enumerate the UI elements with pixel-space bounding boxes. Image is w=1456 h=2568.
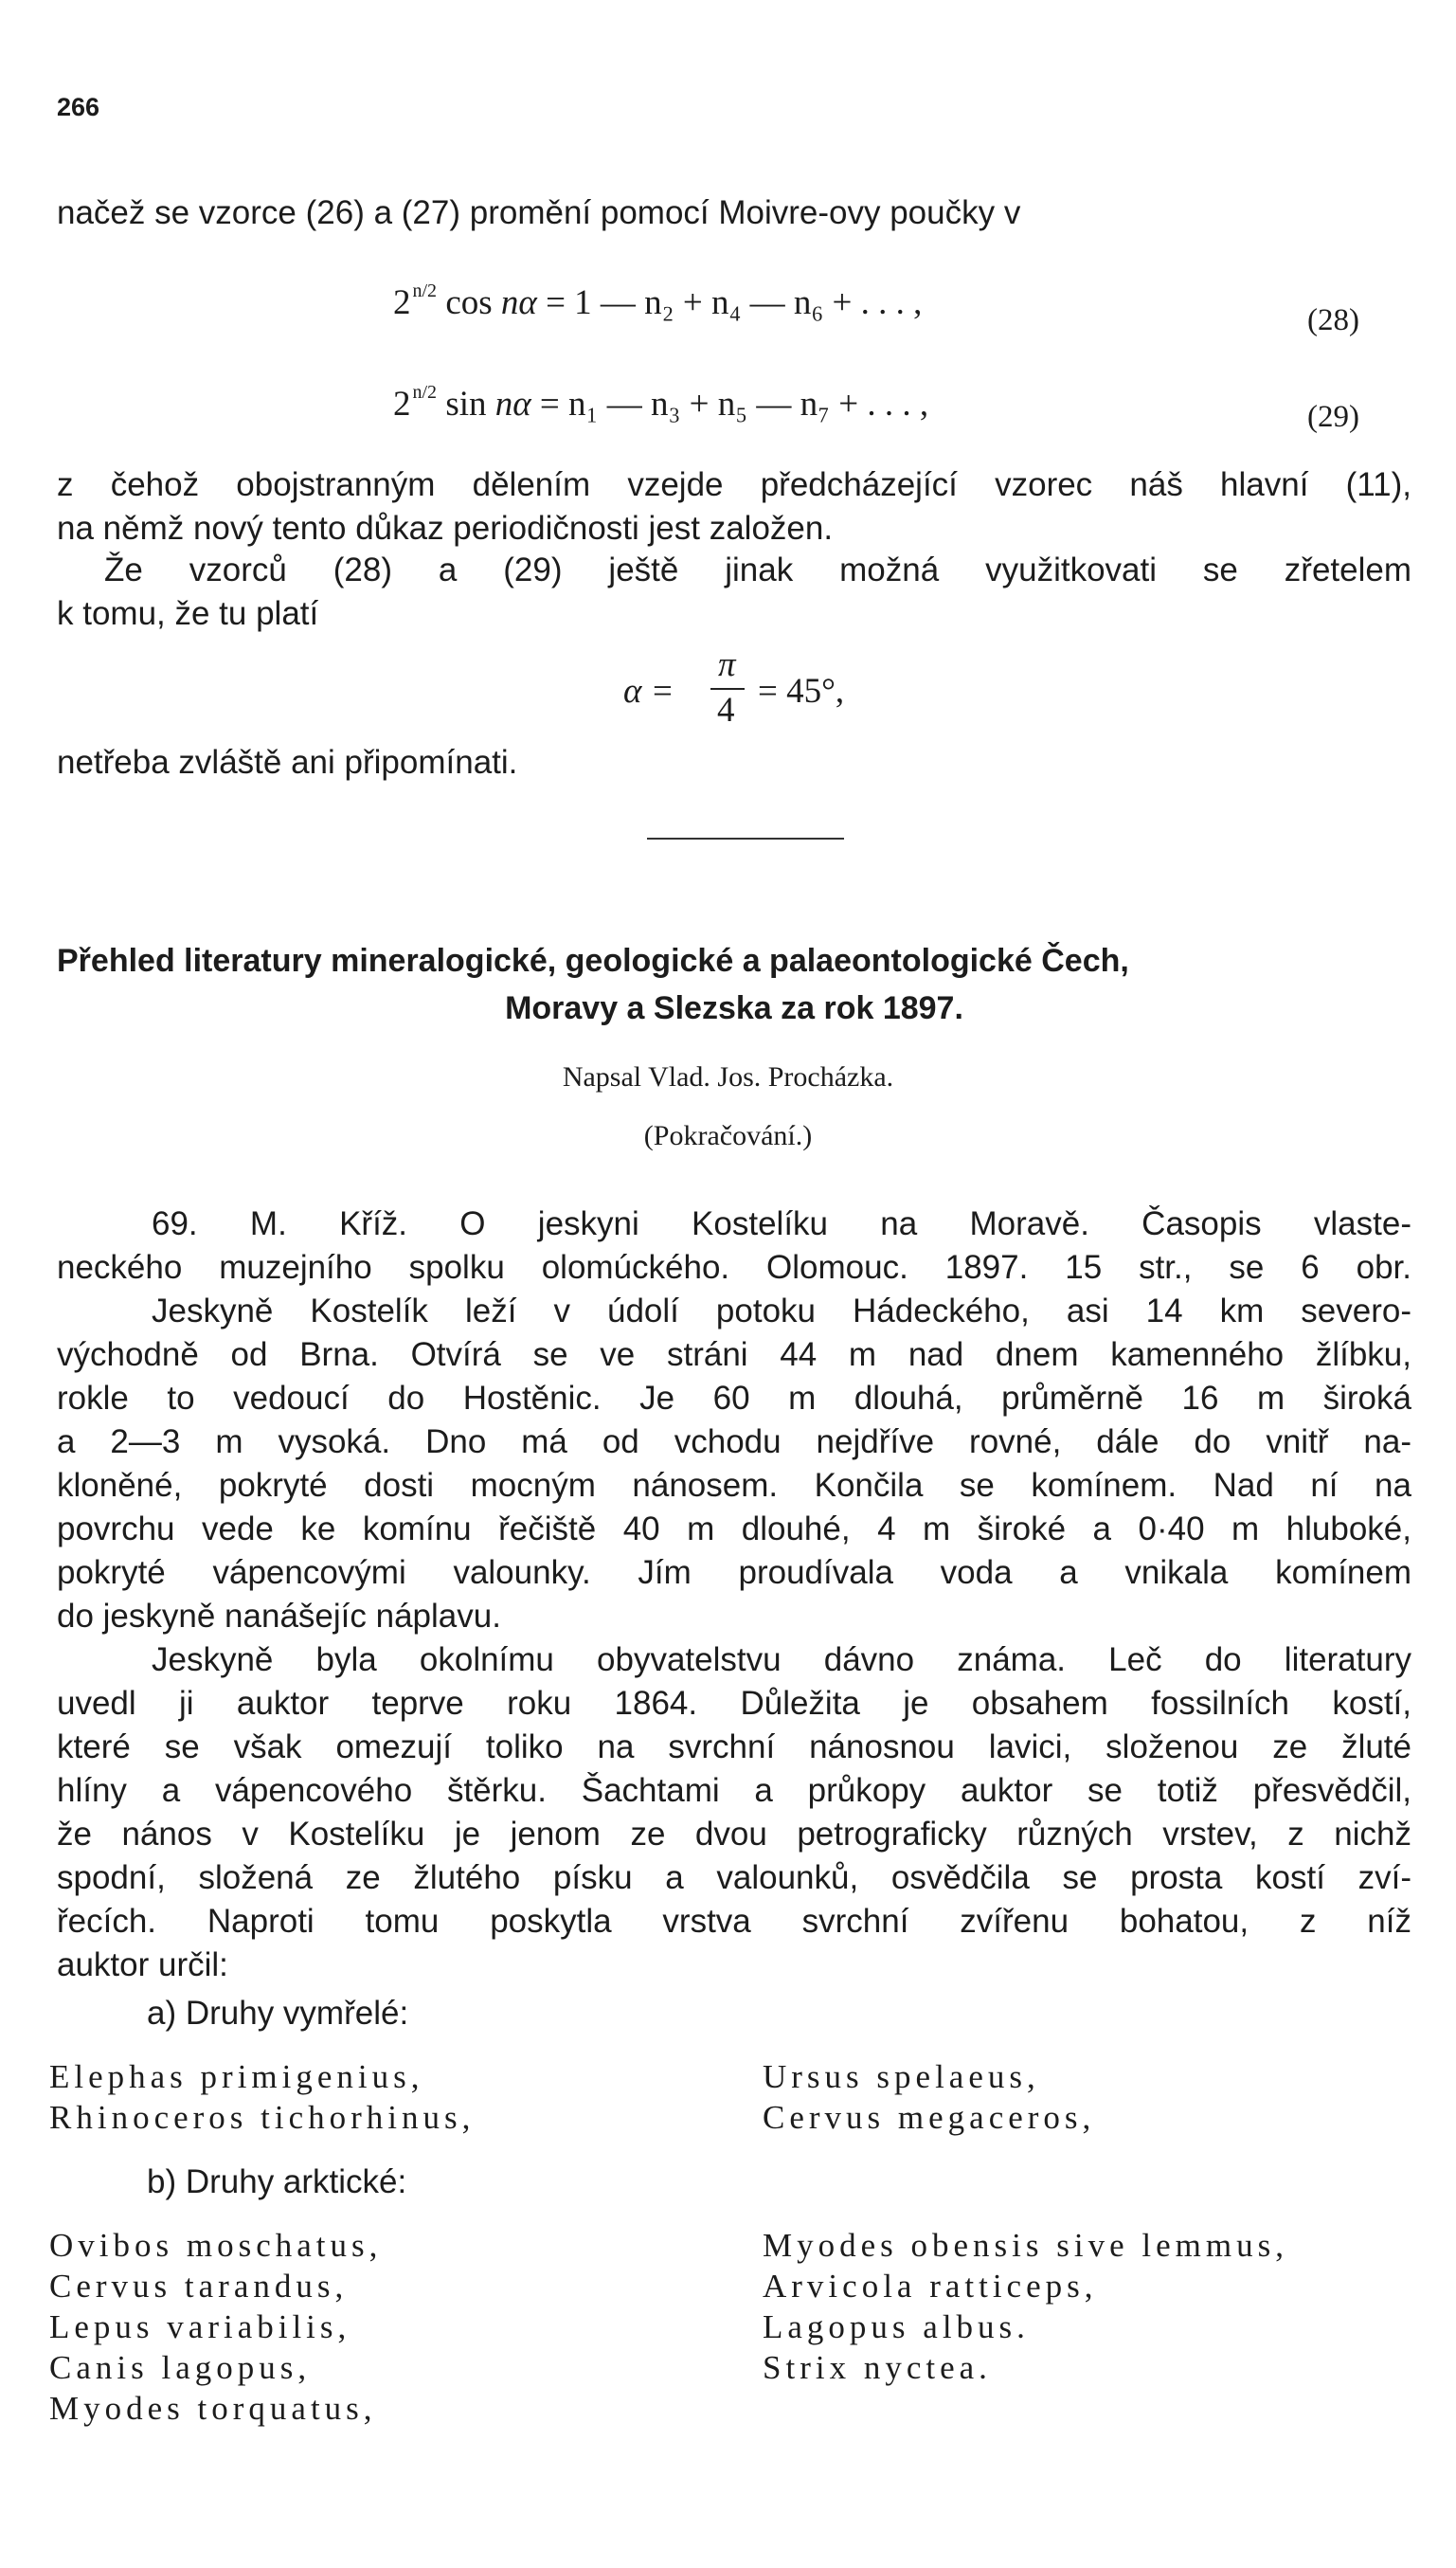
species-elephas: Elephas primigenius, [49, 2058, 424, 2095]
entry-line-14: hlíny a vápencového štěrku. Šachtami a průkopy auktor se totiž přesvědčil, [57, 1772, 1411, 1809]
entry-line-9: pokryté vápencovými valounky. Jím proudívala voda a vnikala komínem [57, 1554, 1411, 1591]
alpha-rhs: = 45°, [758, 672, 845, 711]
equation-29: 2 $^{n/2}$ sin nα = n₁ — n₃ + n₅ — n₇ + . . . , [393, 382, 929, 424]
species-myodes-torquatus: Myodes torquatus, [49, 2390, 377, 2427]
entry-line-5: rokle to vedoucí do Hostěnic. Je 60 m dlouhá, průměrně 16 m široká [57, 1380, 1411, 1417]
entry-line-3: Jeskyně Kostelík leží v údolí potoku Hádeckého, asi 14 km severo- [152, 1293, 1411, 1329]
author-line: Napsal Vlad. Jos. Procházka. [562, 1061, 894, 1093]
section-heading-line-2: Moravy a Slezska za rok 1897. [505, 990, 963, 1026]
entry-line-11: Jeskyně byla okolnímu obyvatelstvu dávno známa. Leč do literatury [152, 1641, 1411, 1678]
para2-end: netřeba zvláště ani připomínati. [57, 744, 518, 781]
entry-line-15: že nános v Kostelíku je jenom ze dvou petrograficky různých vrstev, z nichž [57, 1816, 1411, 1853]
equation-29-number: (29) [1307, 400, 1359, 434]
para1-line-1: z čehož obojstranným dělením vzejde předcházející vzorec náš hlavní (11), [57, 466, 1411, 503]
species-canis: Canis lagopus, [49, 2349, 312, 2386]
page-number: 266 [57, 93, 100, 121]
entry-line-18: auktor určil: [57, 1946, 228, 1983]
species-lagopus-albus: Lagopus albus. [763, 2308, 1030, 2345]
alpha-numerator: π [718, 645, 736, 684]
equation-28-number: (28) [1307, 303, 1359, 337]
intro-line: načež se vzorce (26) a (27) promění pomocí Moivre-ovy poučky v [57, 194, 1021, 231]
species-cervus-tarandus: Cervus tarandus, [49, 2268, 349, 2305]
species-cervus-megaceros: Cervus megaceros, [763, 2099, 1096, 2136]
entry-line-7: kloněné, pokryté dosti mocným nánosem. Končila se komínem. Nad ní na [57, 1467, 1411, 1504]
alpha-denominator: 4 [717, 691, 735, 730]
para2-line-1: Že vzorců (28) a (29) ještě jinak možná využitkovati se zřetelem [104, 552, 1411, 588]
species-myodes-obensis: Myodes obensis sive lemmus, [763, 2227, 1288, 2264]
entry-line-17: řecích. Naproti tomu poskytla vrstva svrchní zvířenu bohatou, z níž [57, 1903, 1411, 1940]
species-rhinoceros: Rhinoceros tichorhinus, [49, 2099, 476, 2136]
section-heading-line-1: Přehled literatury mineralogické, geologické a palaeontologické Čech, [57, 943, 1129, 979]
entry-line-13: které se však omezují toliko na svrchní nánosnou lavici, složenou ze žluté [57, 1728, 1411, 1765]
entry-line-4: východně od Brna. Otvírá se ve stráni 44 m nad dnem kamenného žlíbku, [57, 1336, 1411, 1373]
para1-line-2: na němž nový tento důkaz periodičnosti jest založen. [57, 510, 834, 547]
para2-line-2: k tomu, že tu platí [57, 595, 319, 632]
alpha-lhs: α = [623, 672, 674, 711]
species-lepus: Lepus variabilis, [49, 2308, 351, 2345]
equation-28: 2 $^{n/2}$ cos nα = 1 — n₂ + n₄ — n₆ + . . . , [393, 280, 923, 322]
species-ursus: Ursus spelaeus, [763, 2058, 1040, 2095]
entry-line-16: spodní, složená ze žlutého písku a valounků, osvědčila se prosta kostí zví- [57, 1859, 1411, 1896]
entry-line-12: uvedl ji auktor teprve roku 1864. Důležita je obsahem fossilních kostí, [57, 1685, 1411, 1722]
section-divider [647, 838, 844, 840]
species-arvicola: Arvicola ratticeps, [763, 2268, 1098, 2305]
continuation-note: (Pokračování.) [643, 1120, 813, 1151]
entry-line-8: povrchu vede ke komínu řečiště 40 m dlouhé, 4 m široké a 0·40 m hluboké, [57, 1510, 1411, 1547]
group-b-label: b) Druhy arktické: [147, 2163, 407, 2200]
entry-line-2: neckého muzejního spolku olomúckého. Olomouc. 1897. 15 str., se 6 obr. [57, 1249, 1411, 1286]
species-ovibos: Ovibos moschatus, [49, 2227, 383, 2264]
group-a-label: a) Druhy vymřelé: [147, 1995, 409, 2032]
species-strix: Strix nyctea. [763, 2349, 992, 2386]
entry-line-1: 69. M. Kříž. O jeskyni Kostelíku na Moravě. Časopis vlaste- [152, 1205, 1411, 1242]
entry-line-10: do jeskyně nanášejíc náplavu. [57, 1598, 501, 1635]
entry-line-6: a 2—3 m vysoká. Dno má od vchodu nejdříve rovné, dále do vnitř na- [57, 1423, 1411, 1460]
